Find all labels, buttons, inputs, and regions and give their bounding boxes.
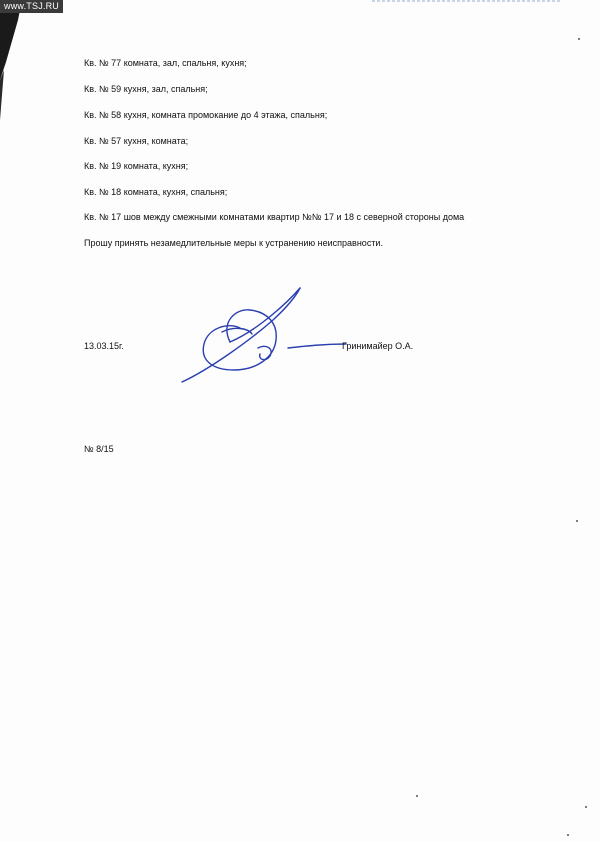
- apartment-line-59: Кв. № 59 кухня, зал, спальня;: [84, 84, 208, 94]
- apartment-line-77: Кв. № 77 комната, зал, спальня, кухня;: [84, 58, 247, 68]
- apartment-line-58: Кв. № 58 кухня, комната промокание до 4 этажа, спальня;: [84, 110, 328, 120]
- apartment-line-17: Кв. № 17 шов между смежными комнатами квартир №№ 17 и 18 с северной стороны дома: [84, 212, 465, 222]
- apartment-line-57: Кв. № 57 кухня, комната;: [84, 136, 189, 146]
- apartment-line-19: Кв. № 19 комната, кухня;: [84, 161, 189, 171]
- scan-speck: [578, 38, 580, 40]
- document-date: 13.03.15г.: [84, 341, 124, 351]
- scan-speck: [576, 520, 578, 522]
- apartment-line-18: Кв. № 18 комната, кухня, спальня;: [84, 187, 228, 197]
- scan-speck: [416, 795, 418, 797]
- signer-name: Гринимайер О.А.: [342, 341, 414, 351]
- request-line: Прошу принять незамедлительные меры к устранению неисправности.: [84, 238, 383, 248]
- scan-speck: [585, 806, 587, 808]
- scan-speck: [567, 834, 569, 836]
- handwritten-signature: [178, 282, 348, 388]
- watermark-label: www.TSJ.RU: [0, 0, 63, 13]
- document-number: № 8/15: [84, 444, 114, 454]
